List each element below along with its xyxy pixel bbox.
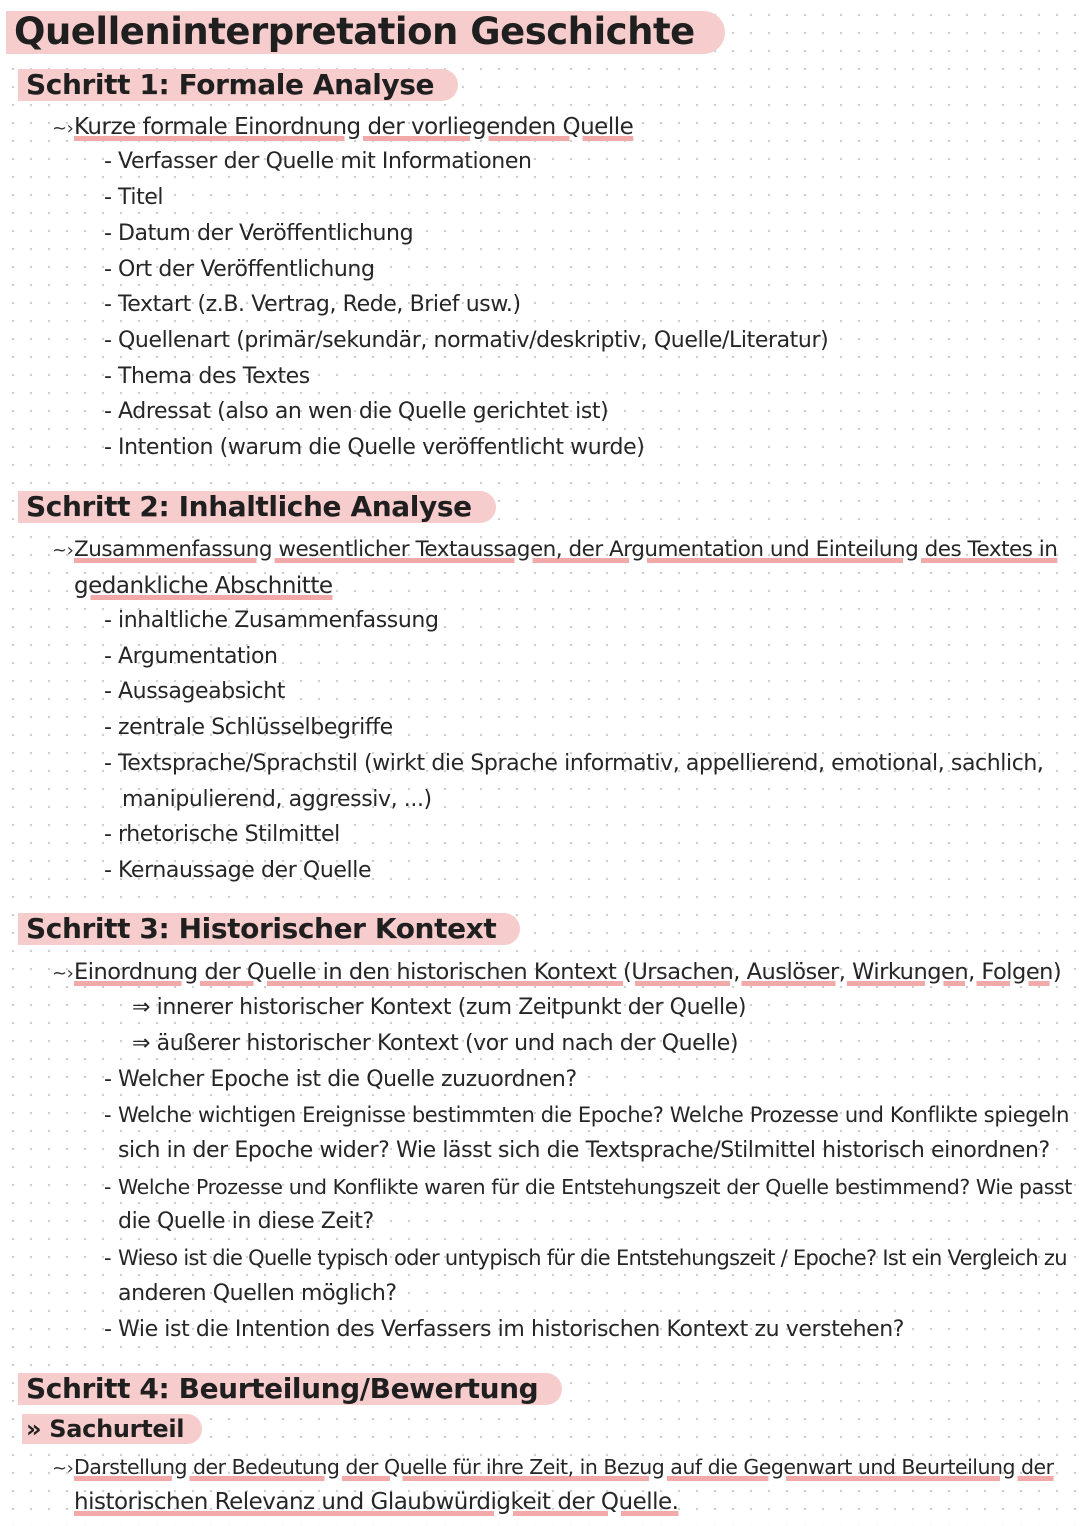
list-item: - Adressat (also an wen die Quelle gerichtet ist) (104, 399, 609, 424)
squiggle-arrow-icon: ~› (52, 118, 74, 139)
step1-intro-text: Kurze formale Einordnung der vorliegenden Quelle (74, 114, 634, 140)
double-arrow-icon: ⇒ (132, 995, 151, 1020)
sub-item: ⇒ äußerer historischer Kontext (vor und nach der Quelle) (132, 1031, 739, 1056)
list-item: - Intention (warum die Quelle veröffentlicht wurde) (104, 435, 645, 460)
step1-heading (14, 68, 458, 101)
list-item: - Thema des Textes (104, 364, 310, 389)
step4-intro-text: Darstellung der Bedeutung der Quelle für ihre Zeit, in Bezug auf die Gegenwart und Beurteilung der (74, 1455, 1054, 1479)
list-item: - Welche wichtigen Ereignisse bestimmten die Epoche? Welche Prozesse und Konflikte spiegeln (104, 1103, 1070, 1127)
list-item-cont: manipulierend, aggressiv, ...) (122, 787, 432, 812)
step2-intro-cont: gedankliche Abschnitte (74, 573, 333, 599)
list-item: - Wie ist die Intention des Verfassers im historischen Kontext zu verstehen? (104, 1317, 905, 1342)
list-item: - Wieso ist die Quelle typisch oder untypisch für die Entstehungszeit / Epoche? Ist ein Vergleich zu (104, 1246, 1067, 1270)
list-item: - Welche Prozesse und Konflikte waren für die Entstehungszeit der Quelle bestimmend? Wie passt (104, 1175, 1072, 1199)
list-item: - inhaltliche Zusammenfassung (104, 608, 439, 633)
step3-heading (14, 912, 520, 945)
list-item: - Titel (104, 185, 164, 210)
step4-heading (14, 1372, 562, 1405)
list-item: - zentrale Schlüsselbegriffe (104, 715, 393, 740)
step2-intro-text: Zusammenfassung wesentlicher Textaussagen, der Argumentation und Einteilung des Textes in (74, 537, 1058, 562)
squiggle-arrow-icon: ~› (52, 540, 74, 561)
double-chevron-icon: » (26, 1415, 42, 1443)
step2-heading (14, 490, 496, 523)
list-item: - Welcher Epoche ist die Quelle zuzuordnen? (104, 1067, 577, 1092)
list-item: - Argumentation (104, 644, 278, 669)
step2-heading-text: Schritt 2: Inhaltliche Analyse (18, 491, 496, 523)
step1-intro (52, 112, 633, 144)
list-item: - Datum der Veröffentlichung (104, 221, 414, 246)
step4-intro (52, 1452, 1054, 1484)
list-item-cont: anderen Quellen möglich? (118, 1281, 397, 1306)
list-item: - Verfasser der Quelle mit Informationen (104, 149, 532, 174)
list-item: - rhetorische Stilmittel (104, 822, 340, 847)
sub-item: ⇒ innerer historischer Kontext (zum Zeitpunkt der Quelle) (132, 995, 747, 1020)
list-item-cont: sich in der Epoche wider? Wie lässt sich die Textsprache/Stilmittel historisch einordnen? (118, 1138, 1050, 1163)
squiggle-arrow-icon: ~› (52, 1458, 74, 1479)
step4-intro-cont: historischen Relevanz und Glaubwürdigkeit der Quelle. (74, 1489, 679, 1515)
step3-intro (52, 957, 1061, 989)
list-item: - Aussageabsicht (104, 679, 285, 704)
page-title-text: Quelleninterpretation Geschichte (6, 11, 725, 54)
step1-heading-text: Schritt 1: Formale Analyse (18, 69, 458, 101)
step3-heading-text: Schritt 3: Historischer Kontext (18, 913, 520, 945)
page-title (2, 10, 725, 54)
list-item: - Textart (z.B. Vertrag, Rede, Brief usw.) (104, 292, 521, 317)
step2-intro (52, 535, 1057, 566)
squiggle-arrow-icon: ~› (52, 963, 74, 984)
step4-subheading: » Sachurteil (22, 1414, 202, 1444)
list-item: - Kernaussage der Quelle (104, 858, 372, 883)
list-item: - Quellenart (primär/sekundär, normativ/deskriptiv, Quelle/Literatur) (104, 328, 829, 353)
step3-intro-text: Einordnung der Quelle in den historischen Kontext (Ursachen, Auslöser, Wirkungen, Folgen) (74, 959, 1062, 985)
step4-heading-text: Schritt 4: Beurteilung/Bewertung (18, 1373, 562, 1405)
list-item: - Ort der Veröffentlichung (104, 257, 375, 282)
double-arrow-icon: ⇒ (132, 1031, 151, 1056)
list-item: - Textsprache/Sprachstil (wirkt die Sprache informativ, appellierend, emotional, sachlich, (104, 751, 1044, 776)
list-item-cont: die Quelle in diese Zeit? (118, 1209, 374, 1234)
